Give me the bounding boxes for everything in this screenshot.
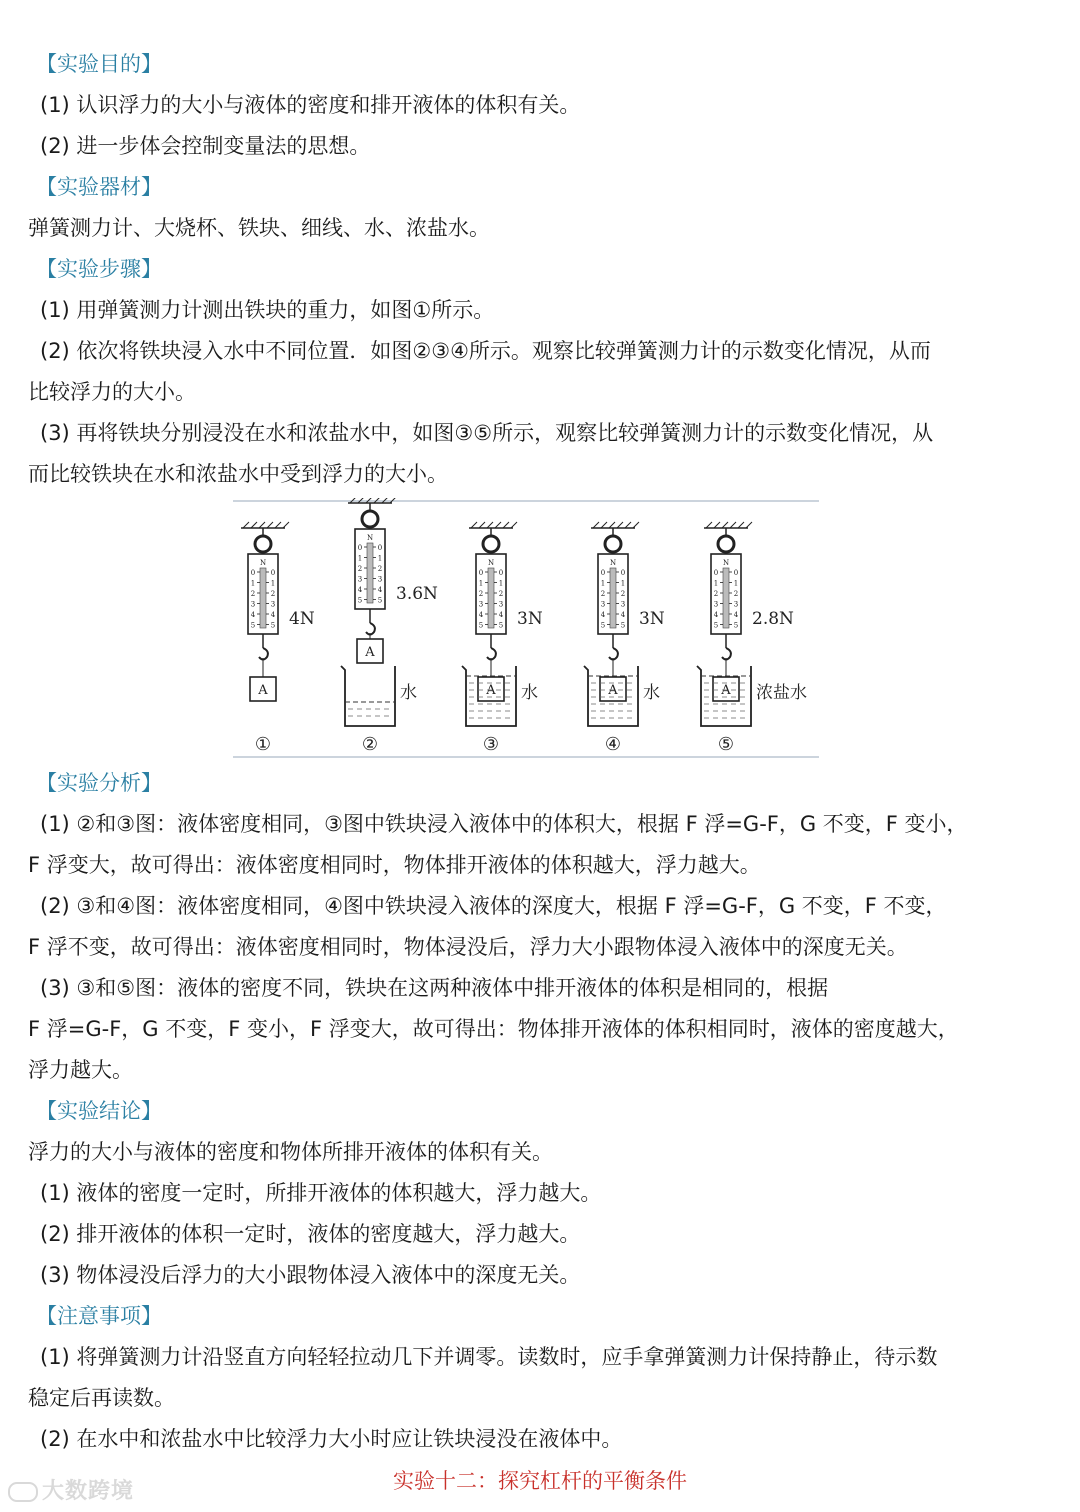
- scale-tick-left: 1: [600, 579, 606, 588]
- ceiling-hatch: [746, 522, 752, 528]
- conclusion-line-3: (2) 排开液体的体积一定时，液体的密度越大，浮力越大。: [40, 1222, 581, 1246]
- ceiling-hatch: [503, 522, 509, 528]
- panel-1: [241, 522, 315, 755]
- scale-tick-right: 2: [270, 590, 276, 598]
- scale-tick-right: 3: [498, 600, 504, 609]
- panel-4: [584, 522, 665, 755]
- scale-tick-left: 4: [250, 611, 256, 619]
- purpose-item-2: (2) 进一步体会控制变量法的思想。: [40, 134, 371, 158]
- block-letter: A: [258, 683, 268, 698]
- scale-spring-slot: [610, 568, 616, 628]
- scale-tick-left: 3: [478, 600, 484, 609]
- scale-tick-left: 3: [250, 600, 256, 609]
- scale-tick-right: 0: [498, 569, 504, 577]
- scale-tick-right: 1: [377, 554, 383, 563]
- scale-spring-slot: [260, 568, 266, 628]
- scale-unit-label: N: [609, 559, 617, 567]
- scale-tick-right: 1: [620, 579, 626, 588]
- scale-tick-right: 2: [498, 590, 504, 598]
- ceiling-hatch: [251, 522, 257, 528]
- scale-tick-right: 0: [270, 569, 276, 577]
- scale-tick-right: 4: [733, 611, 739, 619]
- scale-tick-left: 3: [600, 600, 606, 609]
- scale-tick-right: 5: [270, 621, 276, 630]
- scale-tick-right: 3: [620, 600, 626, 609]
- notes-line-3: (2) 在水中和浓盐水中比较浮力大小时应让铁块浸没在液体中。: [40, 1427, 623, 1451]
- scale-reading-4: 3N: [639, 609, 665, 629]
- ceiling-hatch: [471, 522, 477, 528]
- lower-hook: [259, 648, 268, 660]
- scale-tick-left: 4: [357, 586, 363, 594]
- document-body: [28, 44, 1048, 1460]
- watermark-text: 大数跨境: [42, 1479, 135, 1504]
- scale-tick-left: 5: [478, 621, 484, 630]
- heading-conclusion: 【实验结论】: [36, 1099, 162, 1123]
- scale-tick-right: 5: [498, 621, 504, 630]
- ceiling-hatch: [511, 522, 517, 528]
- ceiling-hatch: [609, 522, 615, 528]
- ceiling-hatch: [479, 522, 485, 528]
- scale-tick-right: 4: [498, 611, 504, 619]
- notes-line-1: (1) 将弹簧测力计沿竖直方向轻轻拉动几下并调零。读数时，应手拿弹簧测力计保持静止，待示数: [40, 1345, 938, 1369]
- scale-tick-left: 4: [600, 611, 606, 619]
- experiment-figure: [28, 498, 1048, 763]
- beaker: [341, 666, 395, 726]
- analysis-line-4: F 浮不变，故可得出：液体密度相同时，物体浸没后，浮力大小跟物体浸入液体中的深度无关。: [28, 935, 908, 959]
- panel-3: [462, 522, 543, 755]
- scale-tick-right: 5: [620, 621, 626, 630]
- next-experiment-title: 实验十二：探究杠杆的平衡条件: [393, 1469, 687, 1493]
- panel-number-4: ④: [604, 734, 622, 755]
- panel-5: [697, 522, 807, 755]
- step-line-4: (3) 再将铁块分别浸没在水和浓盐水中，如图③⑤所示，观察比较弹簧测力计的示数变化情况，从: [40, 421, 934, 445]
- hanger-ring: [255, 536, 271, 552]
- scale-spring-slot: [367, 543, 373, 603]
- ceiling-hatch: [706, 522, 712, 528]
- scale-tick-right: 1: [498, 579, 504, 588]
- scale-tick-left: 5: [357, 596, 363, 605]
- panel-2: [341, 498, 438, 755]
- scale-tick-left: 4: [478, 611, 484, 619]
- scale-tick-left: 1: [713, 579, 719, 588]
- scale-tick-right: 5: [733, 621, 739, 630]
- block-letter: A: [365, 645, 375, 660]
- analysis-line-3: (2) ③和④图：液体密度相同，④图中铁块浸入液体的深度大，根据 F 浮=G-F，G 不变，F 不变，: [40, 894, 947, 918]
- ceiling-hatch: [730, 522, 736, 528]
- analysis-line-5: (3) ③和⑤图：液体的密度不同，铁块在这两种液体中排开液体的体积是相同的，根据: [40, 976, 829, 1000]
- conclusion-line-2: (1) 液体的密度一定时，所排开液体的体积越大，浮力越大。: [40, 1181, 602, 1205]
- watermark-logo-icon: [8, 1482, 38, 1502]
- scale-unit-label: N: [366, 534, 374, 542]
- heading-analysis: 【实验分析】: [36, 771, 162, 795]
- ceiling-hatch: [722, 522, 728, 528]
- block-letter: A: [721, 683, 731, 698]
- analysis-line-1: (1) ②和③图：液体密度相同，③图中铁块浸入液体中的体积大，根据 F 浮=G-F，G 不变，F 变小，: [40, 812, 968, 836]
- scale-reading-1: 4N: [289, 609, 315, 629]
- scale-tick-left: 0: [250, 569, 256, 577]
- ceiling-hatch: [243, 522, 249, 528]
- lower-hook: [487, 648, 496, 660]
- scale-tick-left: 5: [600, 621, 606, 630]
- ceiling-hatch: [593, 522, 599, 528]
- scale-tick-left: 3: [713, 600, 719, 609]
- scale-tick-right: 4: [270, 611, 276, 619]
- panel-number-3: ③: [482, 734, 500, 755]
- ceiling-hatch: [259, 522, 265, 528]
- conclusion-line-1: 浮力的大小与液体的密度和物体所排开液体的体积有关。: [28, 1140, 553, 1164]
- lower-hook: [366, 623, 375, 635]
- scale-tick-left: 0: [478, 569, 484, 577]
- scale-tick-left: 4: [713, 611, 719, 619]
- ceiling-hatch: [275, 522, 281, 528]
- purpose-item-1: (1) 认识浮力的大小与液体的密度和排开液体的体积有关。: [40, 93, 581, 117]
- scale-tick-right: 2: [620, 590, 626, 598]
- block-letter: A: [486, 683, 496, 698]
- hanger-ring: [483, 536, 499, 552]
- scale-tick-left: 2: [600, 590, 606, 598]
- scale-tick-right: 0: [620, 569, 626, 577]
- scale-tick-left: 1: [478, 579, 484, 588]
- heading-notes: 【注意事项】: [36, 1304, 162, 1328]
- scale-tick-left: 1: [357, 554, 363, 563]
- lower-hook: [722, 648, 731, 660]
- scale-spring-slot: [723, 568, 729, 628]
- panel-number-5: ⑤: [717, 734, 735, 755]
- scale-tick-left: 2: [713, 590, 719, 598]
- liquid-label-2: 水: [400, 683, 417, 703]
- materials-text: 弹簧测力计、大烧杯、铁块、细线、水、浓盐水。: [28, 216, 490, 240]
- heading-steps: 【实验步骤】: [36, 257, 162, 281]
- analysis-line-2: F 浮变大，故可得出：液体密度相同时，物体排开液体的体积越大，浮力越大。: [28, 853, 761, 877]
- scale-tick-left: 1: [250, 579, 256, 588]
- hanger-ring: [362, 511, 378, 527]
- panel-number-2: ②: [361, 734, 379, 755]
- analysis-line-6: F 浮=G-F，G 不变，F 变小，F 浮变大，故可得出：物体排开液体的体积相同时，液体的密度越大，: [28, 1017, 959, 1041]
- step-line-5: 而比较铁块在水和浓盐水中受到浮力的大小。: [28, 462, 448, 486]
- ceiling-hatch: [633, 522, 639, 528]
- scale-reading-3: 3N: [517, 609, 543, 629]
- ceiling-hatch: [283, 522, 289, 528]
- liquid-label-4: 水: [643, 683, 660, 703]
- scale-tick-right: 1: [733, 579, 739, 588]
- scale-spring-slot: [488, 568, 494, 628]
- lower-hook: [609, 648, 618, 660]
- scale-tick-left: 0: [713, 569, 719, 577]
- step-line-2: (2) 依次将铁块浸入水中不同位置．如图②③④所示。观察比较弹簧测力计的示数变化情况，从而: [40, 339, 931, 363]
- liquid-label-5: 浓盐水: [756, 683, 807, 703]
- ceiling-hatch: [714, 522, 720, 528]
- scale-tick-right: 2: [377, 565, 383, 573]
- watermark: [8, 1474, 134, 1505]
- scale-tick-left: 0: [357, 544, 363, 552]
- ceiling-hatch: [487, 522, 493, 528]
- scale-tick-left: 5: [713, 621, 719, 630]
- spring-scale-diagram: [233, 498, 823, 760]
- scale-tick-right: 3: [733, 600, 739, 609]
- heading-materials: 【实验器材】: [36, 175, 162, 199]
- scale-tick-right: 2: [733, 590, 739, 598]
- scale-unit-label: N: [259, 559, 267, 567]
- scale-reading-5: 2.8N: [752, 609, 794, 629]
- scale-tick-left: 5: [250, 621, 256, 630]
- scale-tick-right: 0: [377, 544, 383, 552]
- notes-line-2: 稳定后再读数。: [28, 1386, 175, 1410]
- scale-tick-right: 0: [733, 569, 739, 577]
- scale-reading-2: 3.6N: [396, 584, 438, 604]
- panel-number-1: ①: [254, 734, 272, 755]
- ceiling-hatch: [601, 522, 607, 528]
- liquid-label-3: 水: [521, 683, 538, 703]
- ceiling-hatch: [625, 522, 631, 528]
- scale-tick-left: 2: [357, 565, 363, 573]
- step-line-3: 比较浮力的大小。: [28, 380, 196, 404]
- hanger-ring: [605, 536, 621, 552]
- conclusion-line-4: (3) 物体浸没后浮力的大小跟物体浸入液体中的深度无关。: [40, 1263, 581, 1287]
- analysis-line-7: 浮力越大。: [28, 1058, 133, 1082]
- scale-tick-right: 3: [377, 575, 383, 584]
- scale-tick-left: 3: [357, 575, 363, 584]
- block-letter: A: [608, 683, 618, 698]
- scale-unit-label: N: [487, 559, 495, 567]
- ceiling-hatch: [617, 522, 623, 528]
- scale-tick-left: 2: [478, 590, 484, 598]
- hanger-ring: [718, 536, 734, 552]
- ceiling-hatch: [495, 522, 501, 528]
- scale-tick-right: 5: [377, 596, 383, 605]
- scale-tick-right: 4: [620, 611, 626, 619]
- scale-tick-left: 0: [600, 569, 606, 577]
- scale-tick-left: 2: [250, 590, 256, 598]
- scale-tick-right: 4: [377, 586, 383, 594]
- ceiling-hatch: [267, 522, 273, 528]
- scale-tick-right: 3: [270, 600, 276, 609]
- scale-unit-label: N: [722, 559, 730, 567]
- ceiling-hatch: [738, 522, 744, 528]
- heading-purpose: 【实验目的】: [36, 52, 162, 76]
- step-line-1: (1) 用弹簧测力计测出铁块的重力，如图①所示。: [40, 298, 495, 322]
- scale-tick-right: 1: [270, 579, 276, 588]
